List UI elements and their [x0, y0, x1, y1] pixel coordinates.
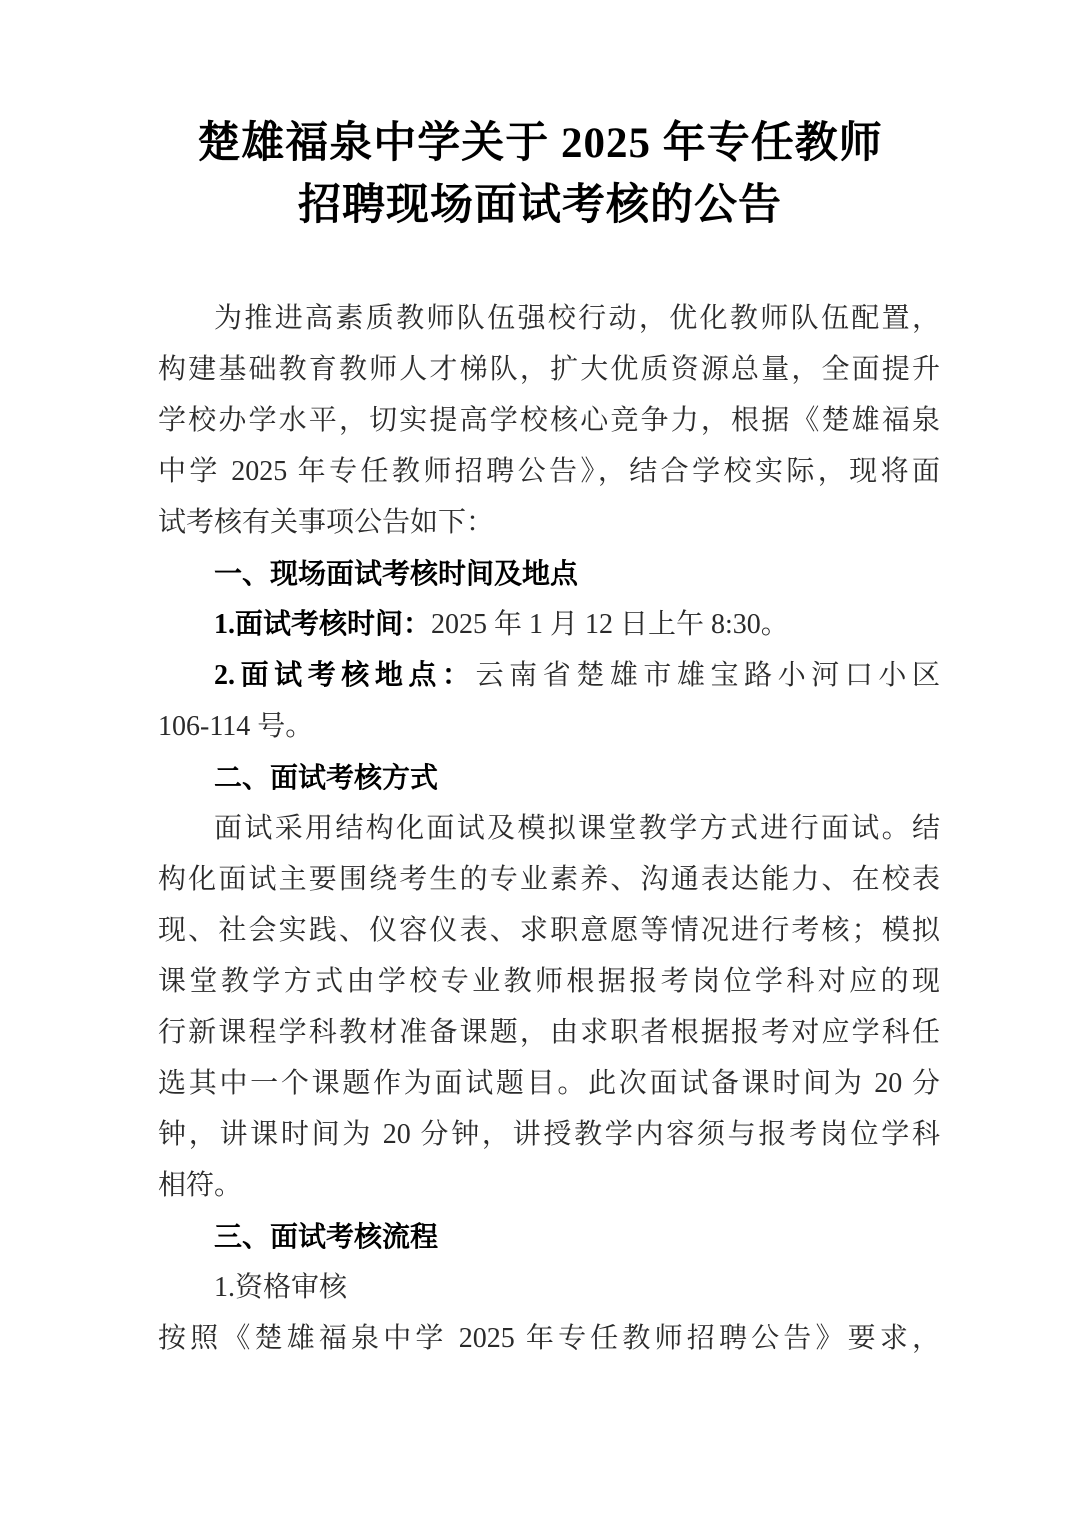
section2-line-8: 相符。 [158, 1170, 243, 1201]
section2-line-1: 面试采用结构化面试及模拟课堂教学方式进行面试。结 [214, 813, 940, 844]
section2-line-3: 现、社会实践、仪容仪表、求职意愿等情况进行考核；模拟 [158, 915, 940, 946]
section2-line-6: 选其中一个课题作为面试题目。此次面试备课时间为 20 分 [158, 1068, 940, 1099]
intro-line-4: 中学 2025 年专任教师招聘公告》，结合学校实际，现将面 [158, 456, 940, 487]
document-title [0, 0, 1080, 237]
section1-heading: 一、现场面试考核时间及地点 [214, 558, 579, 589]
document-title-line-2: 招聘现场面试考核的公告 [298, 182, 782, 229]
section2-line-5: 行新课程学科教材准备课题，由求职者根据报考对应学科任 [158, 1017, 940, 1048]
intro-line-5: 试考核有关事项公告如下： [158, 507, 495, 538]
section1-item1-value: 2025 年 1 月 12 日上午 8:30。 [431, 609, 789, 640]
section1-item2-line-2: 106-114 号。 [158, 711, 314, 742]
intro-line-2: 构建基础教育教师人才梯队，扩大优质资源总量，全面提升 [158, 354, 940, 385]
section3-line-1: 按照《楚雄福泉中学 2025 年专任教师招聘公告》要求， [158, 1323, 940, 1354]
section3-subheading: 1.资格审核 [214, 1272, 348, 1303]
section1-item1-line [158, 599, 940, 650]
section1-item1-label: 1.面试考核时间： [214, 609, 432, 640]
intro-line-3: 学校办学水平，切实提高学校核心竞争力，根据《楚雄福泉 [158, 405, 940, 436]
section1-item2-line-1 [158, 650, 940, 701]
document-title-line-1: 楚雄福泉中学关于 2025 年专任教师 [197, 120, 883, 167]
section2-line-4: 课堂教学方式由学校专业教师根据报考岗位学科对应的现 [158, 966, 940, 997]
document-body [0, 293, 1080, 1364]
section3-heading: 三、面试考核流程 [214, 1221, 439, 1252]
section2-line-2: 构化面试主要围绕考生的专业素养、沟通表达能力、在校表 [158, 864, 940, 895]
section2-heading: 二、面试考核方式 [214, 762, 439, 793]
section1-item2-value-line-1: 云南省楚雄市雄宝路小河口小区 [475, 660, 940, 691]
section2-line-7: 钟，讲课时间为 20 分钟，讲授教学内容须与报考岗位学科 [158, 1119, 940, 1150]
section1-item2-label: 2.面试考核地点： [214, 660, 476, 691]
intro-line-1: 为推进高素质教师队伍强校行动，优化教师队伍配置， [214, 303, 940, 334]
